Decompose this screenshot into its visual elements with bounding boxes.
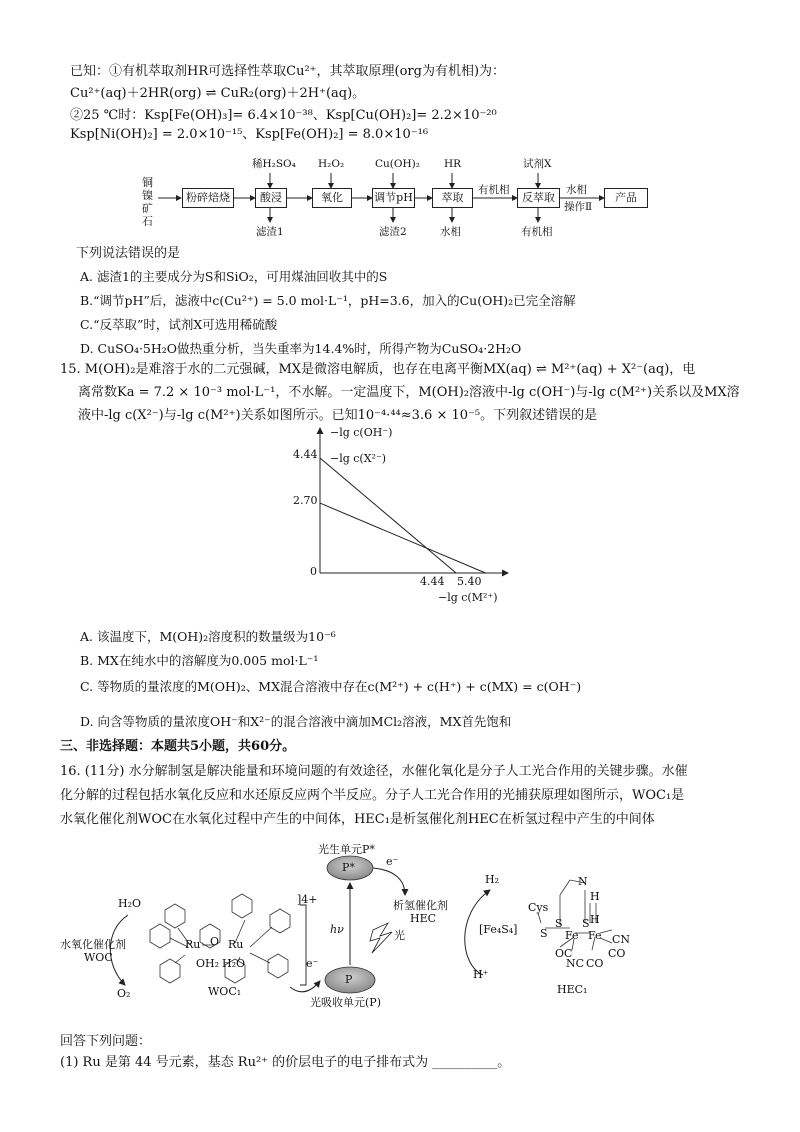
- ore-label: 铜镍矿石: [142, 176, 153, 228]
- q16-line-1: 16. (11分) 水分解制氢是解决能量和环境问题的有效途径，水催化氧化是分子人工光合作用的关键步骤。水催: [60, 764, 688, 779]
- hec-label-line-2: HEC: [410, 912, 437, 925]
- output-residue-2: 滤渣2: [379, 226, 407, 238]
- q15-line-2: 离常数Ka = 7.2 × 10⁻³ mol·L⁻¹，不水解。一定温度下，M(OH)₂溶液中-lg c(OH⁻)与-lg c(M²⁺)关系以及MX溶: [78, 385, 740, 400]
- x-tick-4-44: 4.44: [420, 575, 445, 588]
- proton-label: H⁺: [473, 968, 489, 981]
- legend-x: −lg c(X²⁻): [330, 452, 387, 465]
- water-label: H₂O: [118, 897, 142, 910]
- hec1-group-cn1: CN: [612, 933, 631, 946]
- woc-label-line-1: 水氧化催化剂: [60, 938, 126, 951]
- hec1-atom-s2: S: [555, 917, 563, 930]
- step-back-extract: 反萃取: [517, 188, 560, 208]
- output-aqueous: 水相: [440, 226, 461, 238]
- legend-oh: −lg c(OH⁻): [330, 426, 393, 439]
- input-cuoh2: Cu(OH)₂: [375, 158, 420, 170]
- step-oxidize: 氧化: [312, 188, 352, 208]
- y-tick-4-44: 4.44: [293, 448, 318, 461]
- hec1-atom-s1: S: [540, 927, 548, 940]
- input-reagent-x: 试剂X: [523, 158, 552, 170]
- step-product: 产品: [604, 188, 648, 208]
- x-axis-label: −lg c(M²⁺): [438, 591, 498, 604]
- hec1-atom-h2: H: [590, 913, 600, 926]
- input-hr: HR: [444, 158, 462, 170]
- q14-option-a: A. 滤渣1的主要成分为S和SiO₂，可用煤油回收其中的S: [80, 269, 388, 284]
- photocatalysis-diagram: [0, 835, 800, 1010]
- q15-option-d: D. 向含等物质的量浓度OH⁻和X²⁻的混合溶液中滴加MCl₂溶液，MX首先饱和: [80, 714, 512, 729]
- electron-arrow-to-p: [290, 981, 320, 992]
- q16-line-2: 化分解的过程包括水氧化反应和水还原反应两个半反应。分子人工光合作用的光捕获原理如图所示，WOC₁是: [60, 788, 685, 803]
- y-tick-2-70: 2.70: [293, 494, 318, 507]
- step-grind-roast: 粉碎焙烧: [182, 188, 234, 208]
- mid-operation-label: 操作Ⅱ: [564, 201, 593, 213]
- hec1-atom-fe1: Fe: [565, 929, 579, 942]
- step-adjust-ph: 调节pH: [372, 188, 415, 208]
- charge-label: ]4+: [297, 893, 318, 906]
- hec1-group-co3: CO: [586, 957, 604, 970]
- step-extract: 萃取: [432, 188, 473, 208]
- y-tick-0: 0: [310, 565, 317, 578]
- woc1-ligand-h2o-b: H₂O: [222, 957, 246, 970]
- q15-line-1: 15. M(OH)₂是难溶于水的二元强碱，MX是微溶电解质，也存在电离平衡MX(aq) ⇌ M²⁺(aq) + X²⁻(aq)，电: [60, 362, 696, 377]
- known-line-4: Ksp[Ni(OH)₂] = 2.0×10⁻¹⁵、Ksp[Fe(OH)₂] = 8.0×10⁻¹⁶: [70, 127, 429, 142]
- known-line-2: Cu²⁺(aq)＋2HR(org) ⇌ CuR₂(org)＋2H⁺(aq)。: [70, 86, 366, 101]
- hec1-atom-h1: H: [590, 890, 600, 903]
- woc1-structure: [150, 894, 290, 983]
- light-label: 光: [394, 929, 405, 942]
- p-star-title: 光生单元P*: [318, 843, 375, 856]
- cys-label: Cys: [528, 901, 549, 914]
- series-x-line: [320, 503, 485, 573]
- hec1-group-co2: OC: [555, 947, 573, 960]
- known-line-3: ②25 ℃时：Ksp[Fe(OH)₃]= 6.4×10⁻³⁸、Ksp[Cu(OH)₂]= 2.2×10⁻²⁰: [70, 108, 497, 123]
- output-organic: 有机相: [521, 226, 553, 238]
- woc1-atom-o: O: [210, 935, 220, 948]
- process-flowchart: [0, 150, 800, 245]
- input-h2o2: H₂O₂: [318, 158, 345, 170]
- hec-label-line-1: 析氢催化剂: [393, 899, 448, 912]
- woc1-label: WOC₁: [208, 985, 242, 998]
- woc1-atom-ru1: Ru: [185, 938, 201, 951]
- fe4s4-label: [Fe₄S₄]: [479, 923, 518, 936]
- solubility-chart: [270, 420, 530, 610]
- known-line-1: 已知：①有机萃取剂HR可选择性萃取Cu²⁺，其萃取原理(org为有机相)为：: [70, 64, 506, 79]
- q14-option-b: B.“调节pH”后，滤液中c(Cu²⁺) = 5.0 mol·L⁻¹，pH=3.6，加入的Cu(OH)₂已完全溶解: [80, 293, 576, 308]
- p-label: P: [345, 973, 353, 986]
- q14-stem: 下列说法错误的是: [76, 246, 181, 261]
- hydrogen-label: H₂: [485, 873, 500, 886]
- mid-aqueous-label: 水相: [566, 184, 587, 196]
- answer-q1: (1) Ru 是第 44 号元素，基态 Ru²⁺ 的价层电子的电子排布式为 __________。: [60, 1055, 511, 1070]
- hec1-group-co1: CO: [608, 947, 626, 960]
- output-residue-1: 滤渣1: [256, 226, 284, 238]
- answer-intro: 回答下列问题：: [60, 1034, 152, 1049]
- woc1-ligand-oh2-a: OH₂: [196, 957, 220, 970]
- q14-option-d: D. CuSO₄·5H₂O做热重分析，当失重率为14.4%时，所得产物为CuSO₄·2H₂O: [80, 341, 522, 356]
- mid-organic-label: 有机相: [478, 184, 510, 196]
- input-h2so4: 稀H₂SO₄: [252, 158, 296, 170]
- p-star-label: P*: [342, 861, 355, 874]
- electron-label-top: e⁻: [386, 855, 399, 868]
- section-3-heading: 三、非选择题：本题共5小题，共60分。: [60, 739, 296, 754]
- oxygen-label: O₂: [117, 987, 131, 1000]
- q15-option-a: A. 该温度下，M(OH)₂溶度积的数量级为10⁻⁶: [80, 629, 336, 644]
- hec1-label: HEC₁: [557, 983, 588, 996]
- woc-label-line-2: WOC: [84, 951, 113, 964]
- q14-option-c: C.“反萃取”时，试剂X可选用稀硫酸: [80, 317, 278, 332]
- hv-label: hν: [330, 923, 344, 936]
- hec1-atom-s3: S: [582, 917, 590, 930]
- step-acid-leach: 酸浸: [255, 188, 287, 208]
- woc1-atom-ru2: Ru: [228, 938, 244, 951]
- q15-line-3: 液中-lg c(X²⁻)与-lg c(M²⁺)关系如图所示。已知10⁻⁴·⁴⁴≈3.6 × 10⁻⁵。下列叙述错误的是: [78, 408, 598, 423]
- diagram-graphics: [0, 835, 800, 1010]
- electron-arrow-to-hec: [373, 868, 405, 895]
- x-tick-5-40: 5.40: [457, 575, 482, 588]
- p-title: 光吸收单元(P): [310, 996, 381, 1009]
- hec1-group-cn2: NC: [566, 957, 585, 970]
- electron-label-bottom: e⁻: [306, 957, 319, 970]
- hec1-atom-fe2: Fe: [588, 929, 602, 942]
- lightning-icon: [370, 923, 392, 953]
- q15-option-b: B. MX在纯水中的溶解度为0.005 mol·L⁻¹: [80, 653, 319, 668]
- series-oh-line: [320, 458, 456, 573]
- q15-option-c: C. 等物质的量浓度的M(OH)₂、MX混合溶液中存在c(M²⁺) + c(H⁺) + c(MX) = c(OH⁻): [80, 679, 582, 694]
- q16-line-3: 水氧化催化剂WOC在水氧化过程中产生的中间体，HEC₁是析氢催化剂HEC在析氢过程中产生的中间体: [60, 812, 655, 827]
- hec1-atom-n: N: [578, 875, 588, 888]
